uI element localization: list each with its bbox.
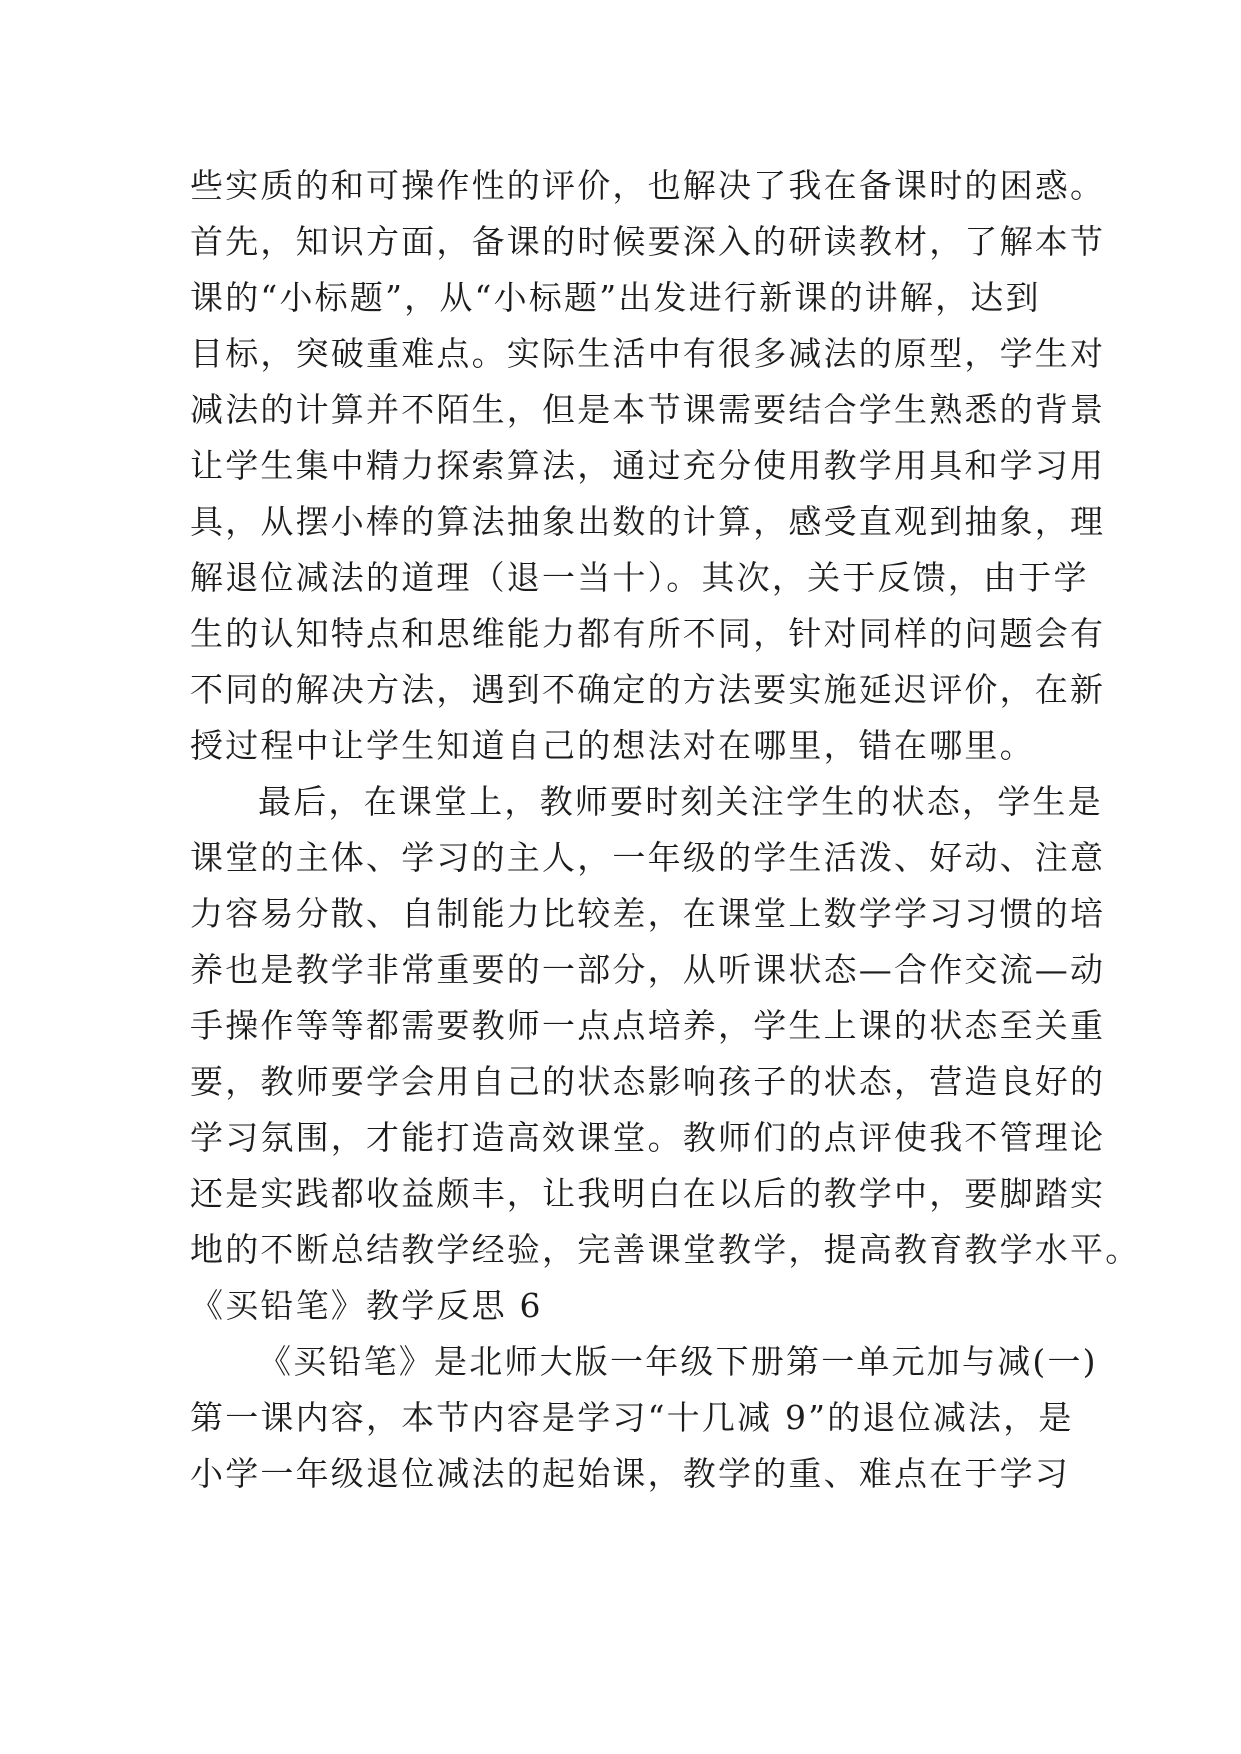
text-line: 课的“小标题”，从“小标题”出发进行新课的讲解，达到 xyxy=(190,278,1041,317)
text-line: 小学一年级退位减法的起始课，教学的重、难点在于学习 xyxy=(190,1454,1070,1493)
text-line: 养也是教学非常重要的一部分，从听课状态—合作交流—动 xyxy=(190,950,1106,989)
text-line: 生的认知特点和思维能力都有所不同，针对同样的问题会有 xyxy=(190,614,1106,653)
paragraph-start-line: 最后，在课堂上，教师要时刻关注学生的状态，学生是 xyxy=(258,782,1103,821)
text-line: 学习氛围，才能打造高效课堂。教师们的点评使我不管理论 xyxy=(190,1118,1106,1157)
text-line: 些实质的和可操作性的评价，也解决了我在备课时的困惑。 xyxy=(190,166,1106,205)
text-line: 第一课内容，本节内容是学习“十几减 9”的退位减法，是 xyxy=(190,1398,1074,1437)
text-line: 减法的计算并不陌生，但是本节课需要结合学生熟悉的背景 xyxy=(190,390,1106,429)
text-line: 目标，突破重难点。实际生活中有很多减法的原型，学生对 xyxy=(190,334,1106,373)
text-line: 不同的解决方法，遇到不确定的方法要实施延迟评价，在新 xyxy=(190,670,1106,709)
text-line: 地的不断总结教学经验，完善课堂教学，提高教育教学水平。 xyxy=(190,1230,1141,1269)
text-line: 授过程中让学生知道自己的想法对在哪里，错在哪里。 xyxy=(190,726,1035,765)
text-line: 具，从摆小棒的算法抽象出数的计算，感受直观到抽象，理 xyxy=(190,502,1106,541)
text-line: 课堂的主体、学习的主人，一年级的学生活泼、好动、注意 xyxy=(190,838,1106,877)
text-line: 让学生集中精力探索算法，通过充分使用教学用具和学习用 xyxy=(190,446,1106,485)
text-line: 还是实践都收益颇丰，让我明白在以后的教学中，要脚踏实 xyxy=(190,1174,1106,1213)
text-line: 手操作等等都需要教师一点点培养，学生上课的状态至关重 xyxy=(190,1006,1106,1045)
section-heading: 《买铅笔》教学反思 6 xyxy=(190,1286,543,1325)
text-line: 解退位减法的道理（退一当十）。其次，关于反馈，由于学 xyxy=(190,558,1089,597)
paragraph-start-line: 《买铅笔》是北师大版一年级下册第一单元加与减(一) xyxy=(258,1342,1098,1381)
text-line: 首先，知识方面，备课的时候要深入的研读教材，了解本节 xyxy=(190,222,1106,261)
body-text xyxy=(190,158,1141,1502)
text-line: 力容易分散、自制能力比较差，在课堂上数学学习习惯的培 xyxy=(190,894,1106,933)
text-line: 要，教师要学会用自己的状态影响孩子的状态，营造良好的 xyxy=(190,1062,1106,1101)
